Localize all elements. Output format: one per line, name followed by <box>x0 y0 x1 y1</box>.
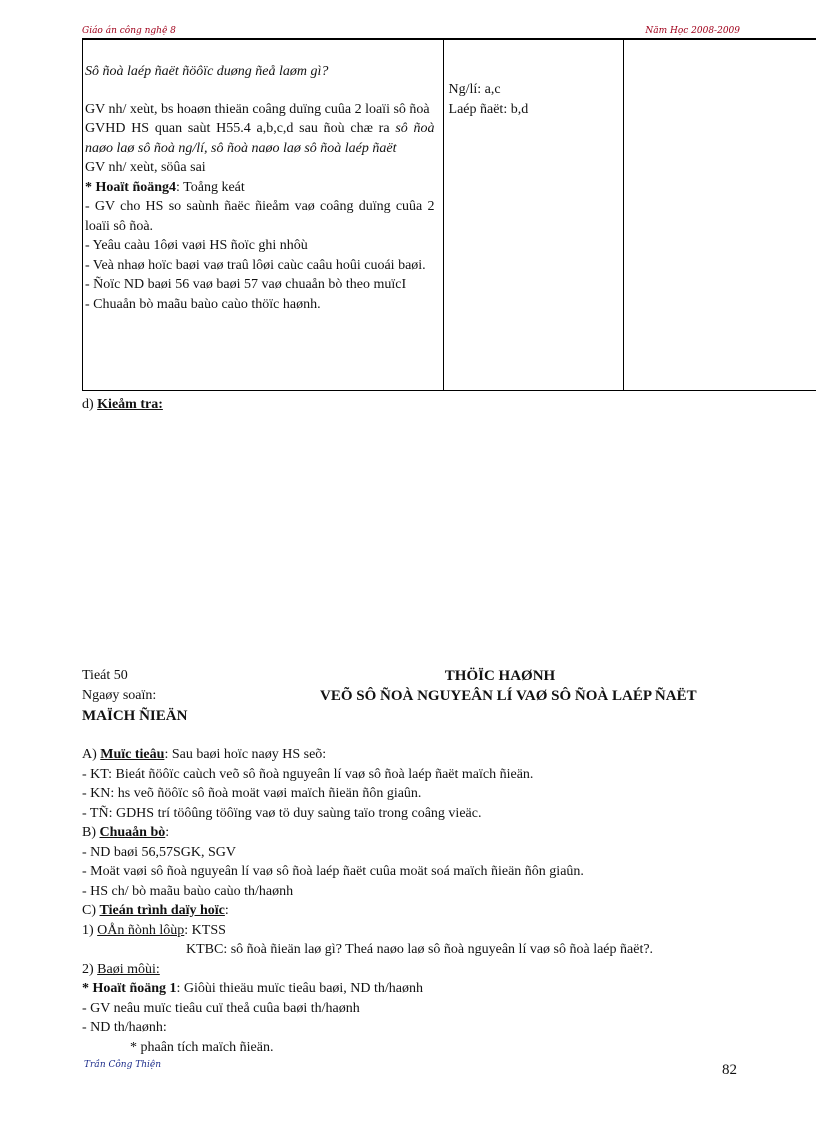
list-item: - Veà nhaø hoïc baøi vaø traû lôøi caùc caâu hoûi cuoái baøi. <box>85 257 426 273</box>
title-line-1: THÖÏC HAØNH <box>444 668 556 684</box>
answer-line-1: Ng/lí: a,c <box>448 82 501 97</box>
header-right: Năm Học 2008-2009 <box>645 26 740 36</box>
page-number: 82 <box>722 1062 737 1078</box>
list-item: * phaân tích maïch ñieän. <box>130 1039 274 1055</box>
list-item: - KT: Bieát ñöôïc caùch veõ sô ñoà nguyeân lí vaø sô ñoà laép ñaët maïch ñieän. <box>82 766 534 782</box>
teacher-activity-cell <box>83 40 444 391</box>
list-item: - Yeâu caàu 1ôøi vaøi HS ñoïc ghi nhôù <box>85 238 308 253</box>
list-item: - ND baøi 56,57SGK, SGV <box>82 844 236 860</box>
step-1: 1) OÅn ñònh lôùp: KTSS <box>82 922 226 938</box>
list-item: - Moät vaøi sô ñoà nguyeân lí vaø sô ñoà laép ñaët cuûa moät soá maïch ñieän ñôn giaûn. <box>82 864 584 879</box>
list-item: - GV cho HS so saùnh ñaëc ñieåm vaø coâng duïng cuûa 2 loaïi sô ñoà. <box>85 199 435 234</box>
activity-4: * Hoaït ñoäng4: Toång keát <box>85 179 245 195</box>
section-b: B) Chuaån bò: <box>82 825 170 840</box>
para-2: GVHD HS quan saùt H55.4 a,b,c,d sau ñoù chæ ra sô ñoà naøo laø sô ñoà ng/lí, sô ñoà naøo laø sô ñoà laép ñaët <box>85 121 435 156</box>
para-3: GV nh/ xeùt, söûa sai <box>85 160 206 175</box>
list-item: - TÑ: GDHS trí töôûng töôïng vaø tö duy saùng taïo trong coâng vieäc. <box>82 805 482 821</box>
list-item: - Ñoïc ND baøi 56 vaø baøi 57 vaø chuaån bò theo muïcI <box>85 277 407 292</box>
list-item: - GV neâu muïc tieâu cuï theå cuûa baøi th/haønh <box>82 1000 360 1016</box>
title-line-3: MAÏCH ÑIEÄN <box>82 708 188 724</box>
kiem-tra-heading: d) Kieåm tra: <box>82 397 163 412</box>
list-item: - HS ch/ bò maãu baùo caùo th/haønh <box>82 883 294 899</box>
ngay-soan-label: Ngaøy soaïn: <box>82 688 157 703</box>
tiet-label: Tieát 50 <box>82 668 128 683</box>
para-1: GV nh/ xeùt, bs hoaøn thieän coâng duïng cuûa 2 loaïi sô ñoà <box>85 101 430 117</box>
step-2: 2) Baøi môùi: <box>82 961 160 977</box>
header-left: Giáo án công nghệ 8 <box>82 26 176 36</box>
question-line: Sô ñoà laép ñaët ñöôïc duøng ñeå laøm gì? <box>85 64 329 79</box>
answer-line-2: Laép ñaët: b,d <box>448 101 529 117</box>
activity-1: * Hoaït ñoäng 1: Giôùi thieäu muïc tieâu baøi, ND th/haønh <box>82 981 424 996</box>
section-c: C) Tieán trình daïy hoïc: <box>82 903 229 918</box>
student-activity-cell <box>443 40 624 391</box>
lesson-table <box>82 39 816 391</box>
list-item: - Chuaån bò maãu baùo caùo thöïc haønh. <box>85 296 321 312</box>
section-a: A) Muïc tieâu: Sau baøi hoïc naøy HS seõ: <box>82 747 327 762</box>
list-item: - ND th/haønh: <box>82 1020 167 1035</box>
title-line-2: VEÕ SÔ ÑOÀ NGUYEÂN LÍ VAØ SÔ ÑOÀ LAÉP ÑAËT <box>320 688 697 704</box>
notes-cell <box>624 40 816 391</box>
lesson-body <box>82 745 782 1057</box>
ktbc-line: KTBC: sô ñoà ñieän laø gì? Theá naøo laø sô ñoà nguyeân lí vaø sô ñoà laép ñaët?. <box>186 942 654 957</box>
page-header <box>82 26 816 39</box>
footer-author: Trần Công Thiện <box>84 1060 162 1070</box>
list-item: - KN: hs veõ ñöôïc sô ñoà moät vaøi maïch ñieän ñôn giaûn. <box>82 786 422 801</box>
